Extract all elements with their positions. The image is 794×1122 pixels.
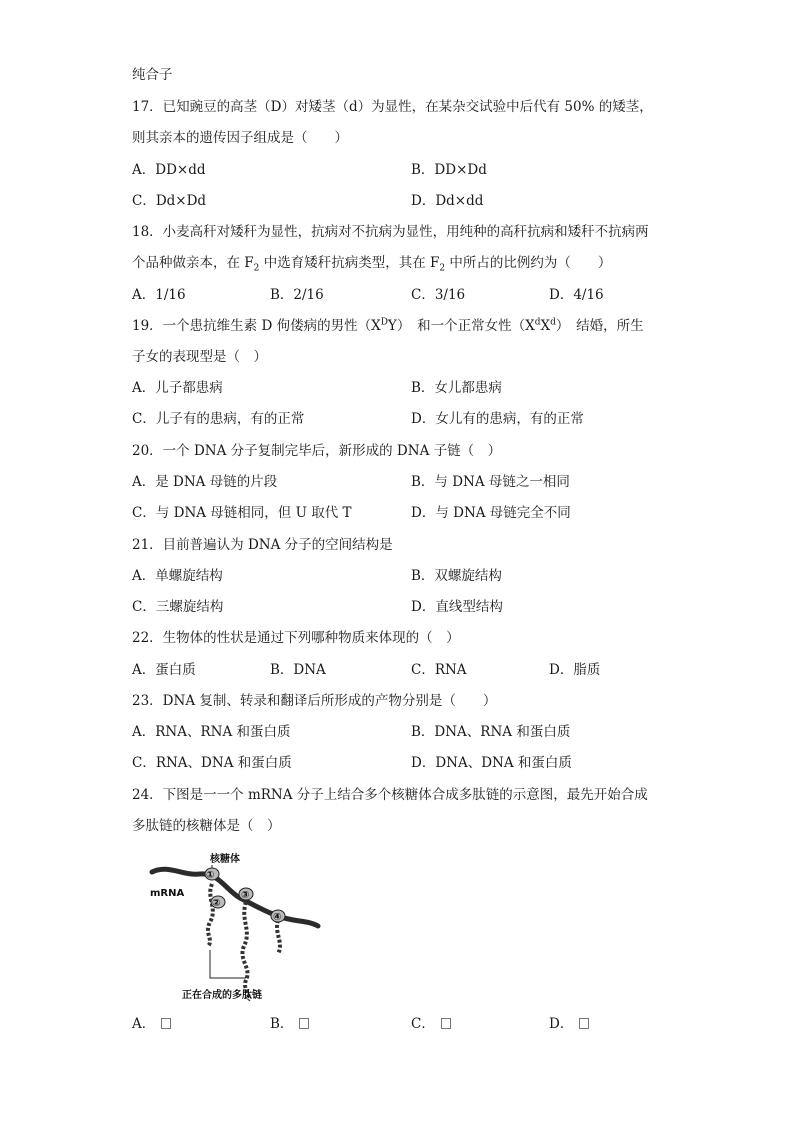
q17-option-c[interactable]: C．Dd×Dd [132,193,207,209]
polypeptide-chain [277,920,280,954]
polypeptide-chain [208,884,213,946]
q19-option-d[interactable]: D．女儿有的患病，有的正常 [411,411,584,427]
ribosome-mrna-figure [148,850,338,1005]
q18-stem-1: 18．小麦高秆对矮秆为显性，抗病对不抗病为显性，用纯种的高秆抗病和矮秆不抗病两 [132,224,649,240]
q24-option-a[interactable] [132,1015,171,1033]
label-n2: ② [212,898,221,909]
q22-option-a[interactable]: A．蛋白质 [132,662,196,678]
q23-stem-1: 23．DNA 复制、转录和翻译后所形成的产物分别是（ ） [132,693,497,709]
q21-option-b[interactable]: B．双螺旋结构 [411,568,502,584]
q22-option-c[interactable]: C．RNA [411,662,467,678]
q21-option-d[interactable]: D．直线型结构 [411,599,503,615]
q24-stem-1: 24．下图是一一个 mRNA 分子上结合多个核糖体合成多肽链的示意图，最先开始合成 [132,787,648,803]
q24-option-label: C． [411,1016,435,1032]
q18-option-b[interactable]: B．2/16 [270,287,324,303]
q19-superscript: d [550,317,556,328]
q18-stem-2 [132,254,611,272]
q18-text: 中所占的比例约为（ ） [445,255,612,271]
q20-option-c[interactable]: C．与 DNA 母链相同，但 U 取代 T [132,505,352,521]
q24-option-label: B． [270,1016,294,1032]
q17-stem-1: 17．已知豌豆的高茎（D）对矮茎（d）为显性，在某杂交试验中后代有 50% 的矮茎， [132,99,653,115]
chain-bracket [210,950,246,978]
image-placeholder-icon [579,1018,589,1029]
q17-option-b[interactable]: B．DD×Dd [411,162,487,178]
q20-option-b[interactable]: B．与 DNA 母链之一相同 [411,474,570,490]
q19-superscript: D [380,317,388,328]
image-placeholder-icon [161,1018,171,1029]
q18-subscript: 2 [253,263,260,274]
label-n1: ① [206,870,215,881]
q18-subscript: 2 [439,263,446,274]
q19-superscript: d [534,317,541,328]
q20-stem-1: 20．一个 DNA 分子复制完毕后，新形成的 DNA 子链（ ） [132,443,502,459]
q18-option-d[interactable]: D．4/16 [549,287,604,303]
q19-option-a[interactable]: A．儿子都患病 [132,380,223,396]
q24-option-d[interactable] [549,1015,589,1033]
q24-option-c[interactable] [411,1015,451,1033]
q19-text: X [540,318,551,334]
q24-option-label: A． [132,1016,156,1032]
label-mrna: mRNA [150,888,185,899]
q17-option-a[interactable]: A．DD×dd [132,162,206,178]
q18-text: 个品种做亲本，在 F [132,255,254,271]
q24-stem-2: 多肽链的核糖体是（ ） [132,818,281,834]
q20-option-a[interactable]: A．是 DNA 母链的片段 [132,474,278,490]
q24-option-label: D． [549,1016,574,1032]
image-placeholder-icon [441,1018,451,1029]
q23-option-b[interactable]: B．DNA、RNA 和蛋白质 [411,724,571,740]
q24-option-b[interactable] [270,1015,309,1033]
label-ribosome: 核糖体 [210,854,240,865]
q21-stem-1: 21．目前普遍认为 DNA 分子的空间结构是 [132,537,393,553]
q22-stem-1: 22．生物体的性状是通过下列哪种物质来体现的（ ） [132,630,460,646]
label-polypeptide: 正在合成的多肽链 [182,990,262,1001]
q19-option-c[interactable]: C．儿子有的患病，有的正常 [132,411,305,427]
q19-text: ） 结婚，所生 [555,318,644,334]
top-fragment: 纯合子 [132,67,173,83]
q20-option-d[interactable]: D．与 DNA 母链完全不同 [411,505,571,521]
q19-text: 19．一个患抗维生素 D 佝偻病的男性（X [132,318,381,334]
q17-stem-2: 则其亲本的遗传因子组成是（ ） [132,130,348,146]
q19-option-b[interactable]: B．女儿都患病 [411,380,502,396]
q18-option-c[interactable]: C．3/16 [411,287,466,303]
q17-option-d[interactable]: D．Dd×dd [411,193,484,209]
q18-option-a[interactable]: A．1/16 [132,287,186,303]
label-n4: ④ [273,912,282,923]
image-placeholder-icon [299,1018,309,1029]
label-n3: ③ [241,890,250,901]
q21-option-c[interactable]: C．三螺旋结构 [132,599,224,615]
q23-option-c[interactable]: C．RNA、DNA 和蛋白质 [132,755,292,771]
q23-option-d[interactable]: D．DNA、DNA 和蛋白质 [411,755,572,771]
q19-stem-2: 子女的表现型是（ ） [132,349,267,365]
polypeptide-chain [242,902,248,1000]
q21-option-a[interactable]: A．单螺旋结构 [132,568,223,584]
q23-option-a[interactable]: A．RNA、RNA 和蛋白质 [132,724,291,740]
q18-text: 中选育矮秆抗病类型，其在 F [259,255,440,271]
q19-stem-1 [132,317,644,335]
q19-text: Y） 和一个正常女性（X [387,318,535,334]
q22-option-b[interactable]: B．DNA [270,662,326,678]
q22-option-d[interactable]: D．脂质 [549,662,601,678]
